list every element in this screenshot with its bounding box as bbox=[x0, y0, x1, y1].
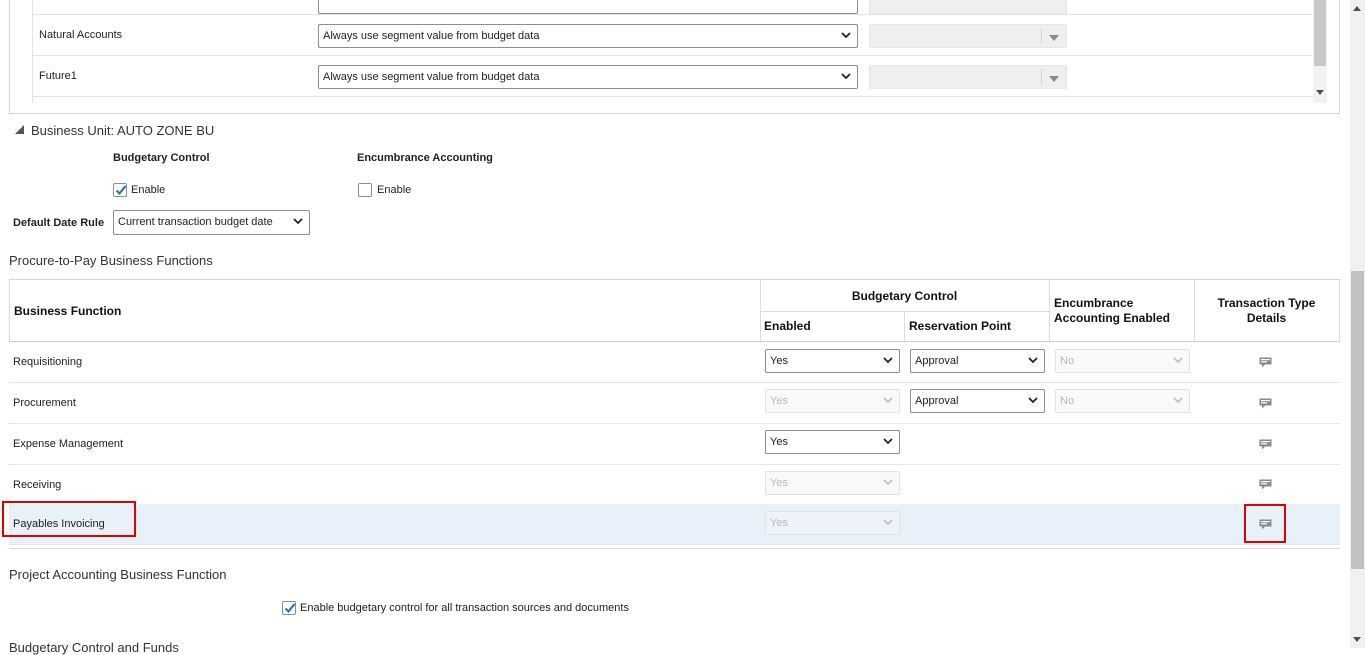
select-value: No bbox=[1060, 395, 1075, 407]
budgetary-control-label: Budgetary Control bbox=[113, 152, 210, 164]
project-accounting-enable-label: Enable budgetary control for all transaction sources and documents bbox=[300, 602, 629, 614]
budgetary-control-enable-checkbox[interactable] bbox=[113, 183, 127, 197]
highlight-payables-invoicing bbox=[2, 501, 136, 537]
business-function-name: Procurement bbox=[13, 397, 76, 409]
highlight-transaction-details-icon bbox=[1244, 504, 1286, 543]
enabled-select bbox=[765, 511, 900, 535]
segment-panel-scroll-thumb[interactable] bbox=[1314, 0, 1326, 66]
budgetary-control-enable-label: Enable bbox=[131, 184, 166, 196]
checkmark-icon bbox=[284, 602, 296, 614]
chevron-down-icon bbox=[293, 218, 303, 225]
select-value: Yes bbox=[770, 517, 788, 529]
segment-label: Future1 bbox=[39, 70, 77, 82]
select-value: Approval bbox=[915, 395, 959, 407]
select-value: No bbox=[1060, 355, 1075, 367]
table-grid-line bbox=[904, 311, 905, 342]
select-value: Always use segment value from budget data bbox=[323, 30, 540, 42]
dropdown-separator bbox=[1041, 28, 1042, 44]
segment-value-field bbox=[869, 0, 1067, 14]
encumbrance-select bbox=[1055, 349, 1190, 373]
transaction-details-icon[interactable] bbox=[1259, 479, 1272, 490]
encumbrance-enable-checkbox[interactable] bbox=[358, 183, 372, 197]
page-scroll-thumb[interactable] bbox=[1351, 271, 1364, 569]
table-grid-line bbox=[1339, 280, 1340, 342]
reservation-point-select[interactable] bbox=[910, 389, 1045, 413]
enabled-select[interactable] bbox=[765, 349, 900, 373]
dropdown-arrow-icon bbox=[1049, 76, 1059, 82]
table-grid-line bbox=[9, 280, 10, 342]
project-accounting-title: Project Accounting Business Function bbox=[9, 567, 227, 582]
select-value: Yes bbox=[770, 355, 788, 367]
header-reservation-point: Reservation Point bbox=[909, 319, 1012, 333]
table-grid-line bbox=[760, 311, 1049, 312]
select-value: Current transaction budget date bbox=[118, 216, 273, 228]
table-bottom-border bbox=[9, 548, 1340, 549]
scroll-up-arrow-icon[interactable] bbox=[1353, 6, 1361, 11]
header-ttd-line2: Details bbox=[1246, 311, 1287, 325]
transaction-details-icon[interactable] bbox=[1259, 357, 1272, 368]
scroll-down-arrow-icon[interactable] bbox=[1353, 637, 1361, 642]
encumbrance-select bbox=[1055, 389, 1190, 413]
header-encumbrance-line2: Accounting Enabled bbox=[1054, 311, 1171, 325]
chevron-down-icon bbox=[883, 397, 893, 404]
segment-row bbox=[32, 0, 1313, 15]
business-unit-title: Business Unit: AUTO ZONE BU bbox=[31, 123, 215, 138]
header-encumbrance-line1: Encumbrance bbox=[1054, 296, 1134, 310]
project-accounting-enable-checkbox[interactable] bbox=[282, 601, 296, 615]
segment-row bbox=[32, 15, 1313, 56]
business-function-name: Expense Management bbox=[13, 438, 124, 450]
segment-value-dropdown[interactable] bbox=[869, 65, 1067, 89]
chevron-down-icon bbox=[1173, 357, 1183, 364]
chevron-down-icon bbox=[883, 519, 893, 526]
select-value: Yes bbox=[770, 395, 788, 407]
enabled-select[interactable] bbox=[765, 430, 900, 454]
segment-value-dropdown[interactable] bbox=[869, 24, 1067, 48]
p2p-section-title: Procure-to-Pay Business Functions bbox=[9, 253, 213, 268]
enabled-select bbox=[765, 471, 900, 495]
segment-rule-select[interactable] bbox=[318, 24, 858, 48]
chevron-down-icon bbox=[883, 479, 893, 486]
select-value: Yes bbox=[770, 477, 788, 489]
business-function-table bbox=[9, 279, 1340, 544]
business-function-name: Requisitioning bbox=[13, 356, 83, 368]
table-row[interactable] bbox=[9, 424, 1340, 465]
encumbrance-enable-label: Enable bbox=[377, 184, 412, 196]
segment-rule-select[interactable] bbox=[318, 65, 858, 89]
default-date-rule-label: Default Date Rule bbox=[13, 217, 105, 229]
table-row[interactable] bbox=[9, 465, 1340, 506]
select-value: Approval bbox=[915, 355, 959, 367]
chevron-down-icon bbox=[883, 438, 893, 445]
select-value: Always use segment value from budget data bbox=[323, 71, 540, 83]
segment-label: Natural Accounts bbox=[39, 29, 123, 41]
encumbrance-accounting-label: Encumbrance Accounting bbox=[357, 152, 493, 164]
reservation-point-select[interactable] bbox=[910, 349, 1045, 373]
header-business-function: Business Function bbox=[14, 304, 122, 318]
enabled-select bbox=[765, 389, 900, 413]
chevron-down-icon bbox=[883, 357, 893, 364]
table-row[interactable] bbox=[9, 342, 1340, 383]
next-section-title: Budgetary Control and Funds bbox=[9, 640, 179, 655]
business-function-name: Payables Invoicing bbox=[13, 518, 105, 530]
table-grid-line bbox=[1049, 280, 1050, 342]
transaction-details-icon[interactable] bbox=[1259, 439, 1272, 450]
table-row[interactable] bbox=[9, 383, 1340, 424]
transaction-details-icon[interactable] bbox=[1259, 398, 1272, 409]
chevron-down-icon bbox=[1028, 397, 1038, 404]
segment-rules-panel bbox=[9, 0, 1340, 114]
chevron-down-icon bbox=[1028, 357, 1038, 364]
checkmark-icon bbox=[115, 184, 127, 196]
collapse-triangle-icon[interactable] bbox=[15, 125, 24, 134]
chevron-down-icon bbox=[841, 73, 851, 80]
default-date-rule-select[interactable] bbox=[113, 210, 310, 235]
chevron-down-icon bbox=[841, 32, 851, 39]
header-budgetary-control: Budgetary Control bbox=[851, 289, 958, 303]
chevron-down-icon bbox=[1173, 397, 1183, 404]
segment-row bbox=[32, 56, 1313, 97]
business-function-name: Receiving bbox=[13, 479, 62, 491]
dropdown-separator bbox=[1041, 69, 1042, 85]
dropdown-arrow-icon bbox=[1049, 35, 1059, 41]
scroll-down-arrow-icon[interactable] bbox=[1316, 90, 1324, 95]
segment-rule-select[interactable] bbox=[318, 0, 858, 14]
table-row-selected[interactable] bbox=[9, 504, 1340, 545]
header-ttd-line1: Transaction Type bbox=[1217, 296, 1316, 310]
header-enabled: Enabled bbox=[764, 319, 811, 333]
select-value: Yes bbox=[770, 436, 788, 448]
